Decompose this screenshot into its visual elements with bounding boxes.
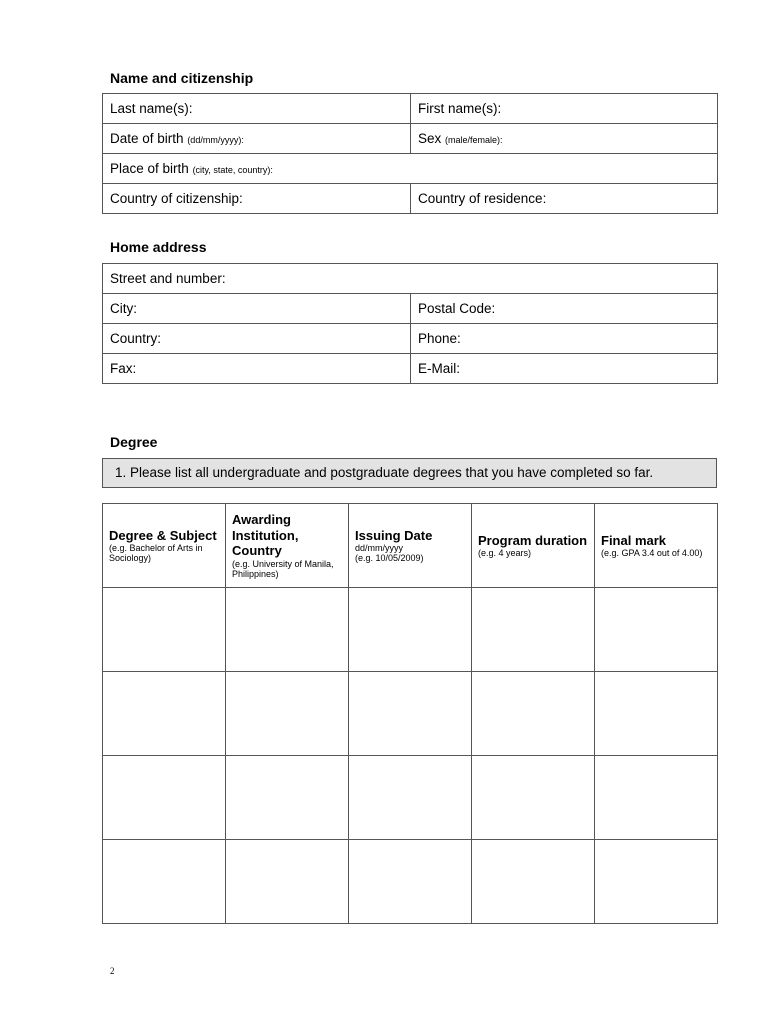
city-field[interactable] bbox=[103, 294, 411, 324]
address-section-title: Home address bbox=[110, 239, 207, 255]
date-of-birth-field[interactable] bbox=[103, 124, 411, 154]
residence-label: Country of residence: bbox=[418, 191, 547, 206]
col-degree-subject-hint: (e.g. Bachelor of Arts in Sociology) bbox=[109, 543, 203, 564]
email-field[interactable] bbox=[411, 354, 718, 384]
issuing-date-cell[interactable] bbox=[349, 588, 472, 672]
fax-label: Fax: bbox=[110, 361, 137, 376]
col-institution-title: Awarding Institution, Country bbox=[232, 512, 299, 559]
col-issuing-date-title: Issuing Date bbox=[355, 527, 433, 543]
col-degree-subject bbox=[103, 504, 226, 588]
date-of-birth-label: Date of birth bbox=[110, 131, 184, 146]
country-field[interactable] bbox=[103, 324, 411, 354]
final-mark-cell[interactable] bbox=[595, 672, 718, 756]
name-section-title: Name and citizenship bbox=[110, 70, 254, 86]
fax-field[interactable] bbox=[103, 354, 411, 384]
postal-code-field[interactable] bbox=[411, 294, 718, 324]
city-label: City: bbox=[110, 301, 137, 316]
col-final-mark-title: Final mark bbox=[601, 532, 667, 548]
col-institution bbox=[226, 504, 349, 588]
final-mark-cell[interactable] bbox=[595, 588, 718, 672]
sex-label: Sex bbox=[418, 131, 442, 146]
duration-cell[interactable] bbox=[472, 756, 595, 840]
name-citizenship-table bbox=[102, 93, 718, 214]
citizenship-field[interactable] bbox=[103, 184, 411, 214]
table-row bbox=[103, 672, 718, 756]
issuing-date-cell[interactable] bbox=[349, 756, 472, 840]
table-row bbox=[103, 588, 718, 672]
issuing-date-cell[interactable] bbox=[349, 840, 472, 924]
institution-cell[interactable] bbox=[226, 588, 349, 672]
final-mark-cell[interactable] bbox=[595, 840, 718, 924]
degree-cell[interactable] bbox=[103, 756, 226, 840]
citizenship-label: Country of citizenship: bbox=[110, 191, 243, 206]
col-issuing-date-hint: dd/mm/yyyy (e.g. 10/05/2009) bbox=[355, 543, 424, 564]
degree-instruction: 1. Please list all undergraduate and postgraduate degrees that you have completed so far. bbox=[102, 458, 717, 488]
col-issuing-date bbox=[349, 504, 472, 588]
duration-cell[interactable] bbox=[472, 840, 595, 924]
table-row bbox=[103, 756, 718, 840]
table-row bbox=[103, 840, 718, 924]
first-name-label: First name(s): bbox=[418, 101, 502, 116]
issuing-date-cell[interactable] bbox=[349, 672, 472, 756]
home-address-table bbox=[102, 263, 718, 384]
sex-hint: (male/female): bbox=[445, 135, 503, 145]
place-of-birth-hint: (city, state, country): bbox=[192, 165, 273, 175]
final-mark-cell[interactable] bbox=[595, 756, 718, 840]
col-institution-hint: (e.g. University of Manila, Philippines) bbox=[232, 558, 334, 579]
degree-cell[interactable] bbox=[103, 840, 226, 924]
phone-label: Phone: bbox=[418, 331, 461, 346]
institution-cell[interactable] bbox=[226, 840, 349, 924]
page-number: 2 bbox=[110, 966, 115, 976]
degrees-header-row bbox=[103, 504, 718, 588]
col-program-duration bbox=[472, 504, 595, 588]
place-of-birth-field[interactable] bbox=[103, 154, 718, 184]
street-label: Street and number: bbox=[110, 271, 226, 286]
col-program-duration-title: Program duration bbox=[478, 532, 588, 548]
degree-cell[interactable] bbox=[103, 672, 226, 756]
duration-cell[interactable] bbox=[472, 588, 595, 672]
degree-section-title: Degree bbox=[110, 434, 158, 450]
col-program-duration-hint: (e.g. 4 years) bbox=[478, 548, 532, 559]
last-name-label: Last name(s): bbox=[110, 101, 193, 116]
street-field[interactable] bbox=[103, 264, 718, 294]
col-final-mark bbox=[595, 504, 718, 588]
duration-cell[interactable] bbox=[472, 672, 595, 756]
col-degree-subject-title: Degree & Subject bbox=[109, 527, 217, 543]
last-name-field[interactable] bbox=[103, 94, 411, 124]
institution-cell[interactable] bbox=[226, 756, 349, 840]
institution-cell[interactable] bbox=[226, 672, 349, 756]
country-label: Country: bbox=[110, 331, 162, 346]
degrees-table bbox=[102, 503, 718, 924]
sex-field[interactable] bbox=[411, 124, 718, 154]
date-of-birth-hint: (dd/mm/yyyy): bbox=[187, 135, 244, 145]
col-final-mark-hint: (e.g. GPA 3.4 out of 4.00) bbox=[601, 548, 703, 559]
place-of-birth-label: Place of birth bbox=[110, 161, 189, 176]
phone-field[interactable] bbox=[411, 324, 718, 354]
residence-field[interactable] bbox=[411, 184, 718, 214]
degree-cell[interactable] bbox=[103, 588, 226, 672]
email-label: E-Mail: bbox=[418, 361, 461, 376]
postal-code-label: Postal Code: bbox=[418, 301, 496, 316]
first-name-field[interactable] bbox=[411, 94, 718, 124]
